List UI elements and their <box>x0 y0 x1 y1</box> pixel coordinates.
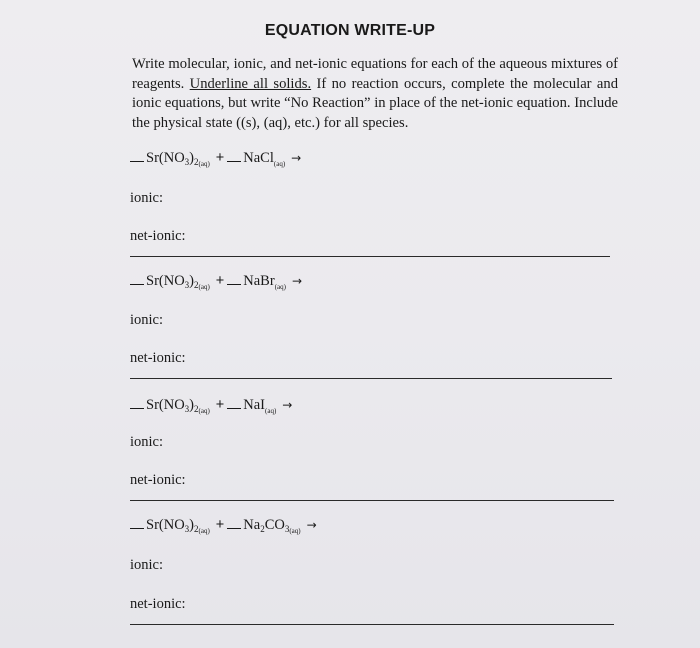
reaction-arrow: → <box>306 518 317 532</box>
coefficient-blank[interactable] <box>130 528 144 529</box>
reaction-arrow: → <box>282 398 293 412</box>
instructions-text-2: If no reaction occurs, complete the molecular and ionic equations, but write “No Reaction” in place of the net-ionic equation. Include the physical state ((s), (aq), etc.) for all species. <box>132 75 619 131</box>
equation-4 <box>130 517 317 535</box>
subscript: 3 <box>184 157 190 167</box>
ionic-label: ionic: <box>130 190 164 206</box>
instructions-underlined: Underline all solids. <box>189 75 312 92</box>
reactant-1-formula: Sr(NO <box>146 397 185 413</box>
coefficient-blank[interactable] <box>227 161 241 162</box>
net-ionic-label: net-ionic: <box>130 472 186 488</box>
equation-3 <box>130 397 292 415</box>
reactant-1-paren: ) <box>189 150 195 166</box>
divider-line <box>130 378 612 379</box>
reactant-2-formula: Na <box>243 517 261 533</box>
state-label: (aq) <box>198 283 210 291</box>
plus-sign: + <box>215 150 225 166</box>
reactant-1-formula: Sr(NO <box>146 517 185 533</box>
reaction-arrow: → <box>291 151 302 165</box>
equation-2 <box>130 273 302 291</box>
subscript: 3 <box>184 404 190 414</box>
page-title: EQUATION WRITE-UP <box>264 22 436 39</box>
coefficient-blank[interactable] <box>227 284 241 285</box>
divider-line <box>130 624 614 625</box>
subscript: 2 <box>260 524 265 534</box>
reactant-2-formula: NaCl <box>243 150 274 166</box>
instructions-paragraph <box>132 55 618 133</box>
subscript: 3 <box>284 524 290 534</box>
reactant-2-formula: NaI <box>243 397 266 413</box>
net-ionic-label: net-ionic: <box>130 350 186 366</box>
subscript: 3 <box>184 280 190 290</box>
plus-sign: + <box>215 397 225 413</box>
reactant-1-paren: ) <box>189 517 195 533</box>
state-label: (aq) <box>198 407 210 415</box>
equation-1 <box>130 150 301 168</box>
state-label: (aq) <box>273 160 286 168</box>
divider-line <box>130 500 614 501</box>
reactant-1-paren: ) <box>189 273 195 289</box>
reactant-1-formula: Sr(NO <box>146 273 185 289</box>
reactant-1-formula: Sr(NO <box>146 150 185 166</box>
plus-sign: + <box>215 273 225 289</box>
ionic-label: ionic: <box>130 557 164 573</box>
reaction-arrow: → <box>291 274 303 288</box>
ionic-label: ionic: <box>130 434 164 450</box>
instructions-text-1: Write molecular, ionic, and net-ionic equations for each of the aqueous mixtures of reagents. <box>132 56 618 92</box>
coefficient-blank[interactable] <box>130 284 144 285</box>
subscript: 2 <box>194 280 199 290</box>
coefficient-blank[interactable] <box>227 528 241 529</box>
coefficient-blank[interactable] <box>227 408 241 409</box>
subscript: 2 <box>194 157 199 167</box>
state-label: (aq) <box>289 527 301 535</box>
plus-sign: + <box>215 517 225 533</box>
divider-line <box>130 256 610 257</box>
subscript: 3 <box>184 524 190 534</box>
reactant-1-paren: ) <box>189 397 195 413</box>
subscript: 2 <box>194 404 199 414</box>
state-label: (aq) <box>198 527 210 535</box>
state-label: (aq) <box>198 160 210 168</box>
state-label: (aq) <box>265 407 277 415</box>
ionic-label: ionic: <box>130 312 164 328</box>
coefficient-blank[interactable] <box>130 161 144 162</box>
net-ionic-label: net-ionic: <box>130 596 186 612</box>
reactant-2-formula-part: CO <box>264 517 285 533</box>
state-label: (aq) <box>274 283 286 291</box>
coefficient-blank[interactable] <box>130 408 144 409</box>
net-ionic-label: net-ionic: <box>130 228 186 244</box>
reactant-2-formula: NaBr <box>243 273 275 289</box>
subscript: 2 <box>194 524 199 534</box>
